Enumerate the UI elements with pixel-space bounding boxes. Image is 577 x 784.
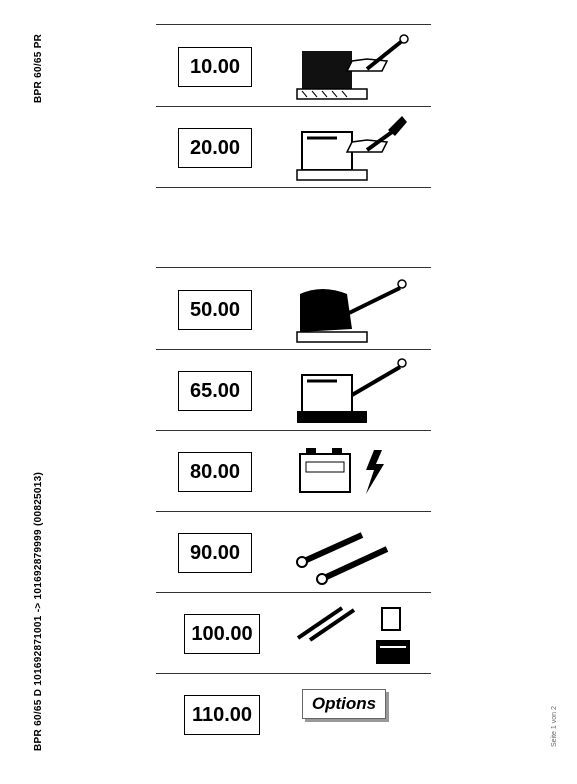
section-number[interactable]: 100.00 bbox=[184, 614, 260, 654]
section-number[interactable]: 110.00 bbox=[184, 695, 260, 735]
section-number[interactable]: 65.00 bbox=[178, 371, 252, 411]
options-button[interactable]: Options bbox=[302, 689, 386, 719]
tools-icon bbox=[292, 598, 427, 670]
section-50 bbox=[156, 267, 431, 350]
compactor-icon bbox=[292, 31, 427, 103]
battery-icon bbox=[292, 436, 427, 508]
section-number[interactable]: 80.00 bbox=[178, 452, 252, 492]
serial-range: BPR 60/65 D 101692871001 -> 101692879999 (00825013) bbox=[33, 471, 44, 751]
compactor-icon bbox=[292, 112, 427, 184]
page-number: Seite 1 von 2 bbox=[551, 706, 558, 747]
section-65 bbox=[156, 349, 431, 431]
section-number[interactable]: 90.00 bbox=[178, 533, 252, 573]
section-number[interactable]: 20.00 bbox=[178, 128, 252, 168]
compactor-engine-icon bbox=[292, 274, 427, 346]
section-number[interactable]: 50.00 bbox=[178, 290, 252, 330]
section-100 bbox=[156, 592, 431, 674]
section-110 bbox=[156, 673, 431, 754]
section-80 bbox=[156, 430, 431, 512]
hose-icon bbox=[292, 517, 427, 589]
section-10 bbox=[156, 24, 431, 107]
model-title: BPR 60/65 PR bbox=[33, 33, 44, 103]
section-20 bbox=[156, 106, 431, 188]
compactor-base-icon bbox=[292, 355, 427, 427]
section-90 bbox=[156, 511, 431, 593]
section-number[interactable]: 10.00 bbox=[178, 47, 252, 87]
